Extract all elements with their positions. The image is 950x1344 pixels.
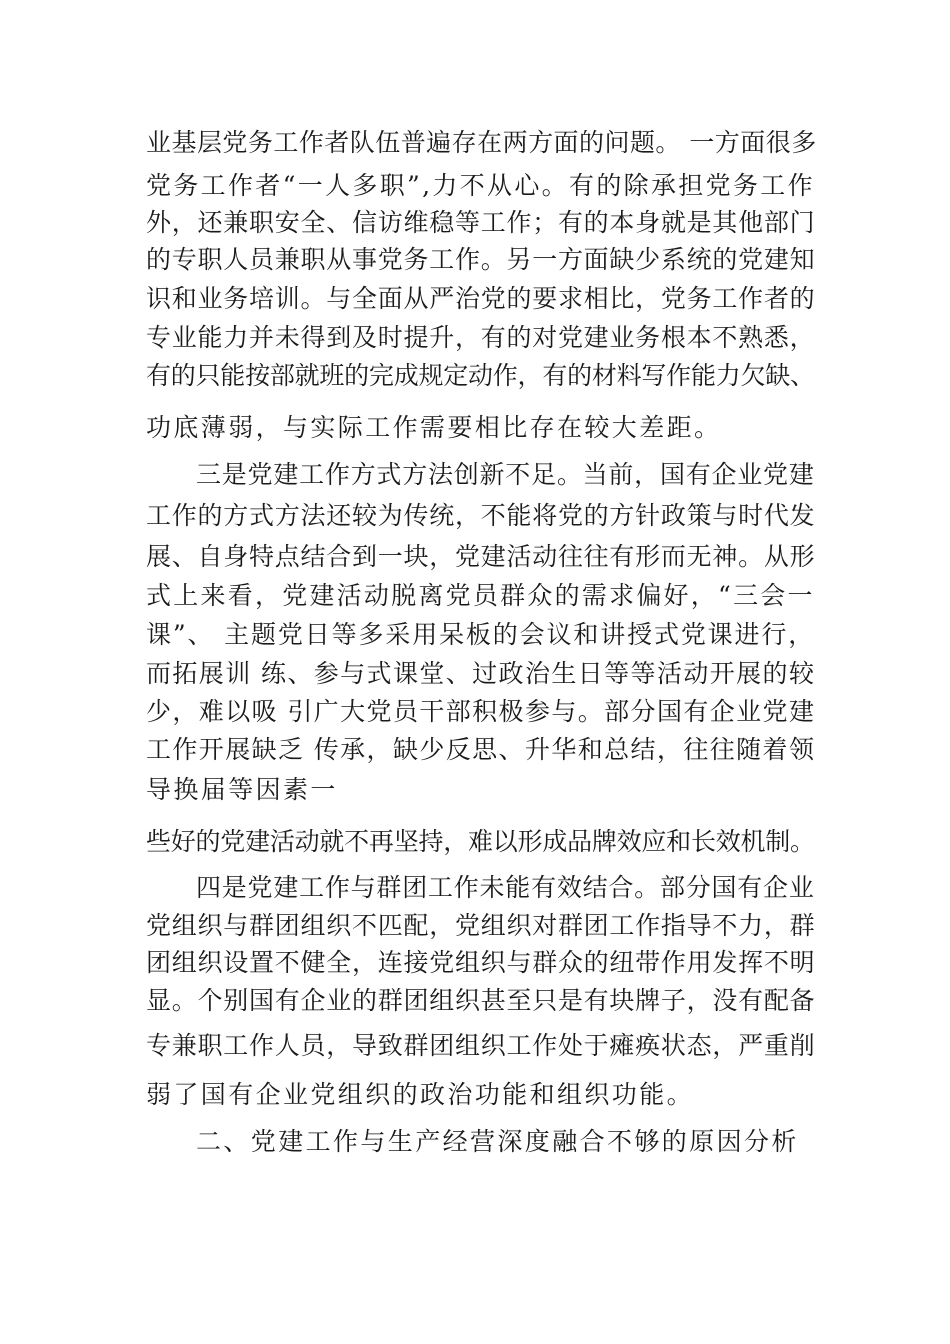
text-line: 四是党建工作与群团工作未能有效结合。部分国有企业 [196,873,815,902]
text-line: 式上来看，党建活动脱离党员群众的需求偏好，“三会一 [146,581,815,610]
section-heading: 二、党建工作与生产经营深度融合不够的原因分析 [196,1127,799,1156]
text-line: 党务工作者“一人多职”,力不从心。有的除承担党务工作 [146,171,815,200]
text-line: 功底薄弱，与实际工作需要相比存在较大差距。 [146,413,722,442]
text-line: 工作的方式方法还较为传统，不能将党的方针政策与时代发 [146,501,816,530]
text-line: 课”、 主题党日等多采用呆板的会议和讲授式党课进行， [146,620,816,649]
text-line: 弱了国有企业党组织的政治功能和组织功能。 [146,1080,695,1109]
text-line: 专业能力并未得到及时提升，有的对党建业务根本不熟悉， [146,323,816,352]
text-line: 团组织设置不健全，连接党组织与群众的纽带作用发挥不明 [146,948,816,977]
text-line: 少，难以吸 引广大党员干部积极参与。部分国有企业党建 [146,697,816,726]
text-line: 而拓展训 练、参与式课堂、过政治生日等等活动开展的较 [146,659,816,688]
text-line: 导换届等因素一 [146,775,338,804]
text-line: 业基层党务工作者队伍普遍存在两方面的问题。 一方面很多 [146,128,817,157]
text-line: 专兼职工作人员，导致群团组织工作处于瘫痪状态，严重削 [146,1031,816,1060]
text-line: 识和业务培训。与全面从严治党的要求相比，党务工作者的 [146,284,816,313]
text-line: 有的只能按部就班的完成规定动作，有的材料写作能力欠缺、 [146,361,815,390]
text-line: 三是党建工作方式方法创新不足。当前，国有企业党建 [196,460,815,489]
text-line: 展、自身特点结合到一块，党建活动往往有形而无神。从形 [146,542,816,571]
text-line: 显。个别国有企业的群团组织甚至只是有块牌子，没有配备 [146,986,816,1015]
text-line: 外，还兼职安全、信访维稳等工作；有的本身就是其他部门 [146,208,816,237]
text-line: 党组织与群团组织不匹配，党组织对群团工作指导不力，群 [146,911,816,940]
text-line: 工作开展缺乏 传承，缺少反思、升华和总结，往往随着领 [146,735,816,764]
text-line: 的专职人员兼职从事党务工作。另一方面缺少系统的党建知 [146,245,816,274]
text-line: 些好的党建活动就不再坚持，难以形成品牌效应和长效机制。 [146,827,815,856]
